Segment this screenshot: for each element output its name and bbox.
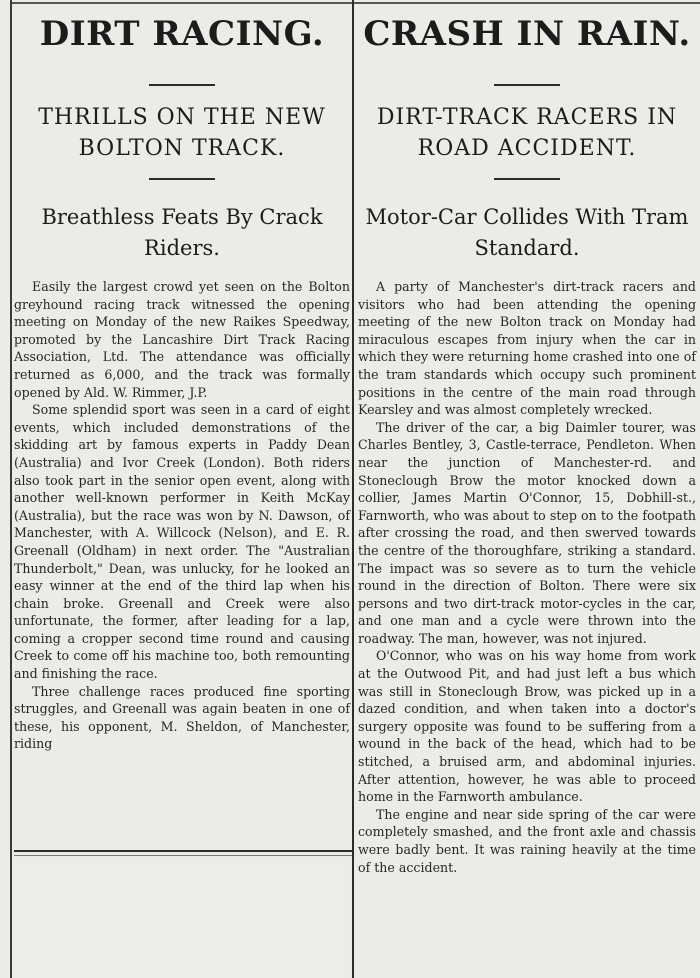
faded-continuation-area xyxy=(14,858,350,978)
right-deck: Motor-Car Collides With Tram Standard. xyxy=(365,205,689,260)
left-deck: Breathless Feats By Crack Riders. xyxy=(41,205,323,260)
left-paragraph-2: Some splendid sport was seen in a card of eight events, which included demonstrations of the skidding art by famous experts in Paddy Dean (Australia) and Ivor Creek (London). Both riders also took part in the senior open event, along with another well-known performer in Keith McKay (Australia), but the race was won by N. Dawson, of Manchester, with A. Willcock (Nelson), and E. R. Greenall (Oldham) in next order. The "Australian Thunderbolt," Dean, was unlucky, for he looked an easy winner at the end of the third lap when his chain broke. Greenall and Creek were also unfortunate, the former, after leading for a lap, coming a cropper second time round and causing Creek to come off his machine too, both remounting and finishing the race. xyxy=(14,402,350,682)
right-subhead-rule xyxy=(494,178,560,180)
left-subhead: THRILLS ON THE NEW BOLTON TRACK. xyxy=(38,105,326,161)
right-subhead: DIRT-TRACK RACERS IN ROAD ACCIDENT. xyxy=(376,105,678,161)
right-headline: CRASH IN RAIN. xyxy=(363,14,691,54)
left-body xyxy=(14,278,350,753)
left-edge-rule xyxy=(10,0,12,978)
left-footer-rule-thin xyxy=(14,855,352,856)
right-paragraph-1: A party of Manchester's dirt-track racers and visitors who had been attending the opening meeting of the new Bolton track on Monday had miraculous escapes from injury when the car in which they were returning home crashed into one of the tram standards which occupy such prominent positions in the centre of the main road through Kearsley and was almost completely wrecked. xyxy=(358,279,696,418)
left-footer-rule xyxy=(14,850,352,852)
right-paragraph-4: The engine and near side spring of the car were completely smashed, and the front axle and chassis were badly bent. It was raining heavily at the time of the accident. xyxy=(358,806,696,875)
left-subhead-rule xyxy=(149,178,215,180)
right-headline-rule xyxy=(494,84,560,86)
left-headline: DIRT RACING. xyxy=(39,14,325,54)
left-paragraph-3: Three challenge races produced fine sporting struggles, and Greenall was again beaten in one of these, his opponent, M. Sheldon, of Manchester, riding xyxy=(14,683,350,752)
column-divider xyxy=(352,0,354,978)
right-article xyxy=(358,0,696,876)
right-paragraph-2: The driver of the car, a big Daimler tourer, was Charles Bentley, 3, Castle-terrace, Pendleton. When near the junction of Manchester-rd. and Stoneclough Brow the motor knocked down a collier, James Martin O'Connor, 15, Dobhill-st., Farnworth, who was about to step on to the footpath after crossing the road, and then swerved towards the centre of the thoroughfare, striking a standard. The impact was so severe as to turn the vehicle round in the direction of Bolton. There were six persons and two dirt-track motor-cycles in the car, and one man and a cycle were thrown into the roadway. The man, however, was not injured. xyxy=(358,419,696,646)
right-paragraph-3: O'Connor, who was on his way home from work at the Outwood Pit, and had just left a bus which was still in Stoneclough Brow, was picked up in a dazed condition, and when taken into a doctor's surgery opposite was found to be suffering from a wound in the back of the head, which had to be stitched, a bruised arm, and abdominal injuries. After attention, however, he was able to proceed home in the Farnworth ambulance. xyxy=(358,648,696,805)
right-body xyxy=(358,278,696,876)
left-paragraph-1: Easily the largest crowd yet seen on the Bolton greyhound racing track witnessed the opening meeting on Monday of the new Raikes Speedway, promoted by the Lancashire Dirt Track Racing Association, Ltd. The attendance was officially returned as 6,000, and the track was formally opened by Ald. W. Rimmer, J.P. xyxy=(14,279,350,400)
left-headline-rule xyxy=(149,84,215,86)
left-article xyxy=(14,0,350,753)
